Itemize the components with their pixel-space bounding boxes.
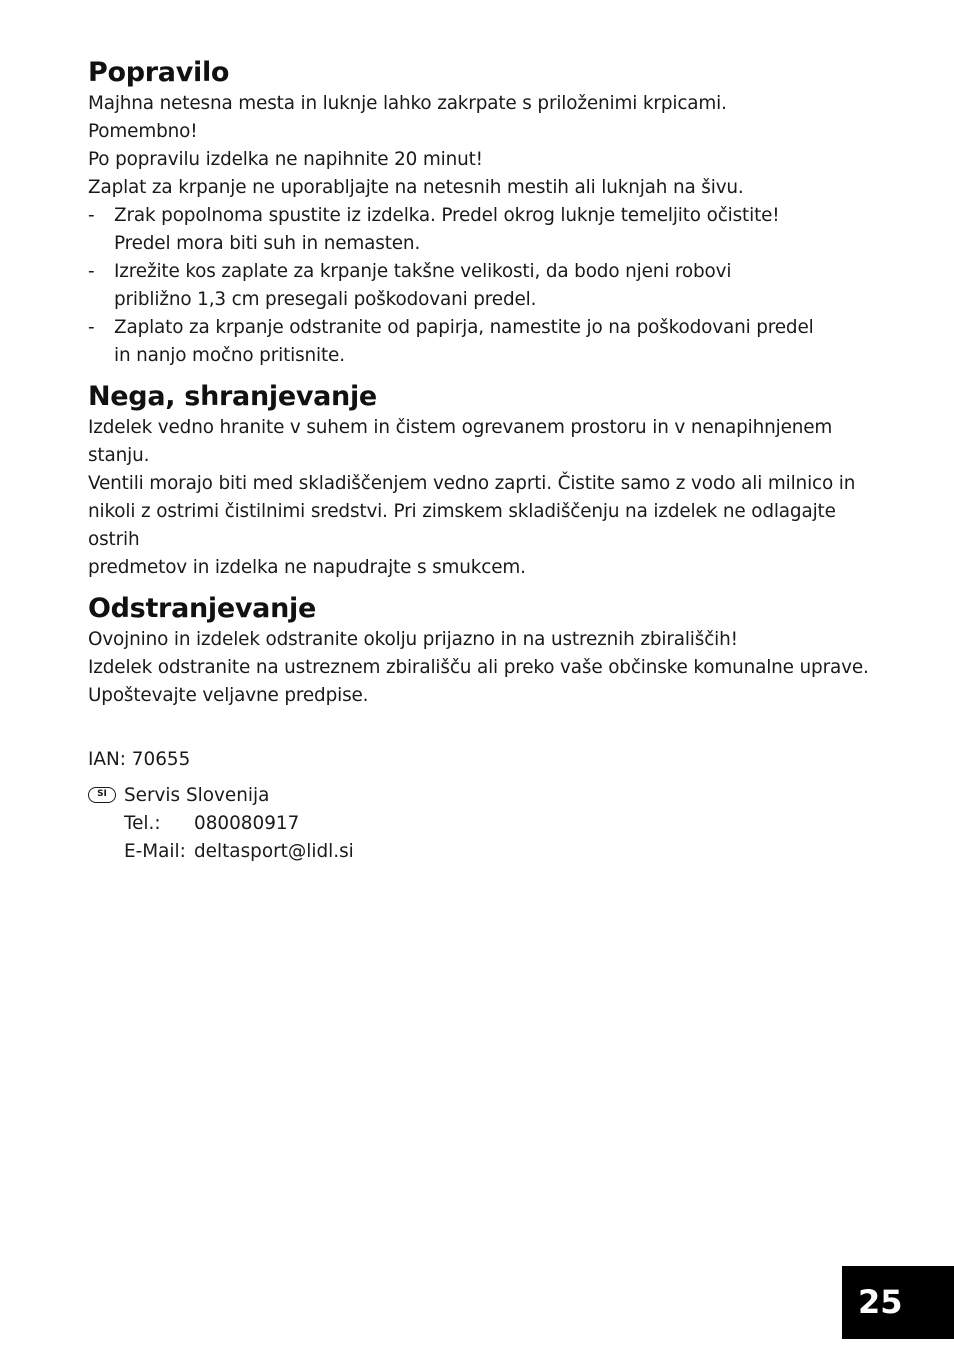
ian-number: IAN: 70655 bbox=[88, 749, 191, 770]
paragraph-line: Pomembno! bbox=[88, 121, 198, 142]
email-label: E-Mail: bbox=[124, 841, 186, 862]
list-item bbox=[88, 258, 888, 314]
paragraph-line: Izdelek vedno hranite v suhem in čistem ogrevanem prostoru in v nenapihnjenem stanju. bbox=[88, 417, 833, 466]
dash-bullet: - bbox=[88, 261, 95, 282]
country-code-badge-icon: SI bbox=[88, 787, 116, 803]
page-content bbox=[88, 56, 888, 866]
telephone-row bbox=[124, 810, 888, 838]
section-heading: Popravilo bbox=[88, 57, 230, 88]
list-item-line: približno 1,3 cm presegali poškodovani predel. bbox=[114, 289, 537, 310]
list-item-line: in nanjo močno pritisnite. bbox=[114, 345, 345, 366]
service-contact bbox=[88, 782, 888, 866]
dash-bullet: - bbox=[88, 317, 95, 338]
list-item bbox=[88, 202, 888, 258]
email-value: deltasport@lidl.si bbox=[194, 841, 354, 862]
paragraph-line: predmetov in izdelka ne napudrajte s smukcem. bbox=[88, 557, 526, 578]
telephone-label: Tel.: bbox=[124, 813, 161, 834]
email-row bbox=[124, 838, 888, 866]
section-heading: Odstranjevanje bbox=[88, 593, 316, 624]
service-title: Servis Slovenija bbox=[124, 785, 270, 806]
list-item-line: Zaplato za krpanje odstranite od papirja, namestite jo na poškodovani predel bbox=[114, 317, 814, 338]
section-heading: Nega, shranjevanje bbox=[88, 381, 377, 412]
paragraph-line: Zaplat za krpanje ne uporabljajte na netesnih mestih ali luknjah na šivu. bbox=[88, 177, 744, 198]
list-item-line: Zrak popolnoma spustite iz izdelka. Predel okrog luknje temeljito očistite! bbox=[114, 205, 780, 226]
telephone-value: 080080917 bbox=[194, 813, 300, 834]
paragraph-line: Ventili morajo biti med skladiščenjem vedno zaprti. Čistite samo z vodo ali milnico in bbox=[88, 473, 856, 494]
section-repair bbox=[88, 56, 888, 370]
paragraph-line: Po popravilu izdelka ne napihnite 20 minut! bbox=[88, 149, 483, 170]
list-item-line: Izrežite kos zaplate za krpanje takšne velikosti, da bodo njeni robovi bbox=[114, 261, 732, 282]
paragraph-line: Majhna netesna mesta in luknje lahko zakrpate s priloženimi krpicami. bbox=[88, 93, 727, 114]
paragraph-line: Izdelek odstranite na ustreznem zbirališču ali preko vaše občinske komunalne uprave. bbox=[88, 657, 869, 678]
section-disposal bbox=[88, 592, 888, 710]
list-item-line: Predel mora biti suh in nemasten. bbox=[114, 233, 421, 254]
paragraph-line: nikoli z ostrimi čistilnimi sredstvi. Pri zimskem skladiščenju na izdelek ne odlagajte ostrih bbox=[88, 501, 836, 550]
section-care bbox=[88, 380, 888, 582]
page-number: 25 bbox=[842, 1266, 954, 1339]
dash-bullet: - bbox=[88, 205, 95, 226]
paragraph-line: Upoštevajte veljavne predpise. bbox=[88, 685, 369, 706]
repair-steps-list bbox=[88, 202, 888, 370]
list-item bbox=[88, 314, 888, 370]
paragraph-line: Ovojnino in izdelek odstranite okolju prijazno in na ustreznih zbirališčih! bbox=[88, 629, 738, 650]
